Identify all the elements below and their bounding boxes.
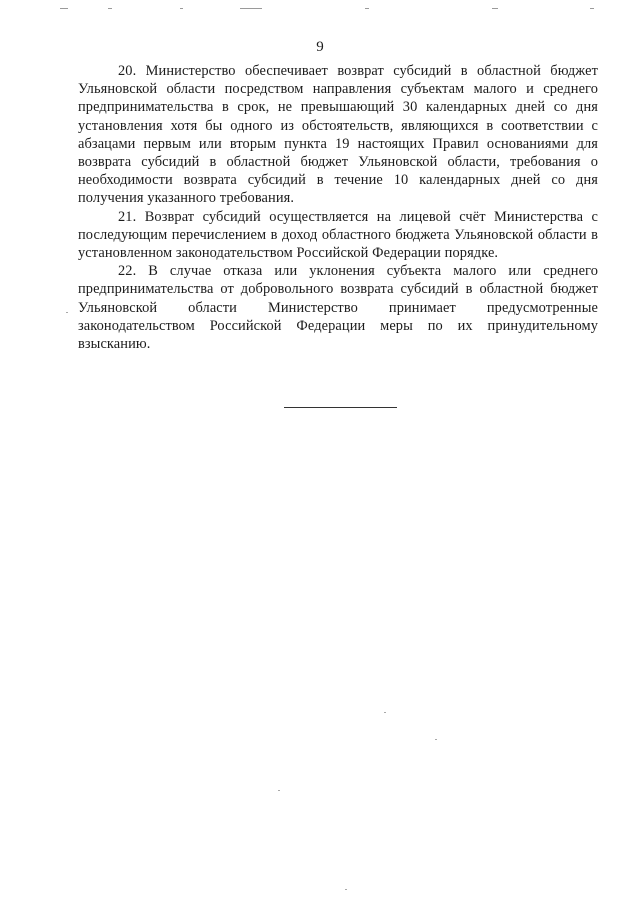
page-number: 9 bbox=[316, 39, 324, 55]
section-separator-line bbox=[284, 407, 397, 408]
paragraph-22: 22. В случае отказа или уклонения субъекта малого или среднего предпринимательства от добровольного возврата субсидий в областной бюджет Ульяновской области Министерство принимает предусмотренные законодательством Российской Федерации меры по их принудительному взысканию. bbox=[78, 263, 598, 353]
paragraph-20: 20. Министерство обеспечивает возврат субсидий в областной бюджет Ульяновской области посредством направления субъектам малого и среднего предпринимательства в срок, не превышающий 30 календарных дней со дня установления хотя бы одного из обстоятельств, являющихся в соответствии с абзацами первым или вторым пункта 19 настоящих Правил основаниями для возврата субсидий в областной бюджет Ульяновской области, требования о необходимости возврата субсидий в течение 10 календарных дней со дня получения указанного требования. bbox=[78, 63, 598, 207]
scan-speck bbox=[384, 712, 386, 713]
scan-artifact-top bbox=[60, 6, 600, 12]
paragraph-21: 21. Возврат субсидий осуществляется на лицевой счёт Министерства с последующим перечислением в доход областного бюджета Ульяновской области в установленном законодательством Российской Федерации порядке. bbox=[78, 208, 598, 262]
scan-speck bbox=[435, 739, 437, 740]
scan-speck bbox=[66, 312, 68, 313]
scan-speck bbox=[278, 790, 280, 791]
document-body bbox=[78, 62, 598, 353]
scan-speck bbox=[345, 889, 347, 890]
